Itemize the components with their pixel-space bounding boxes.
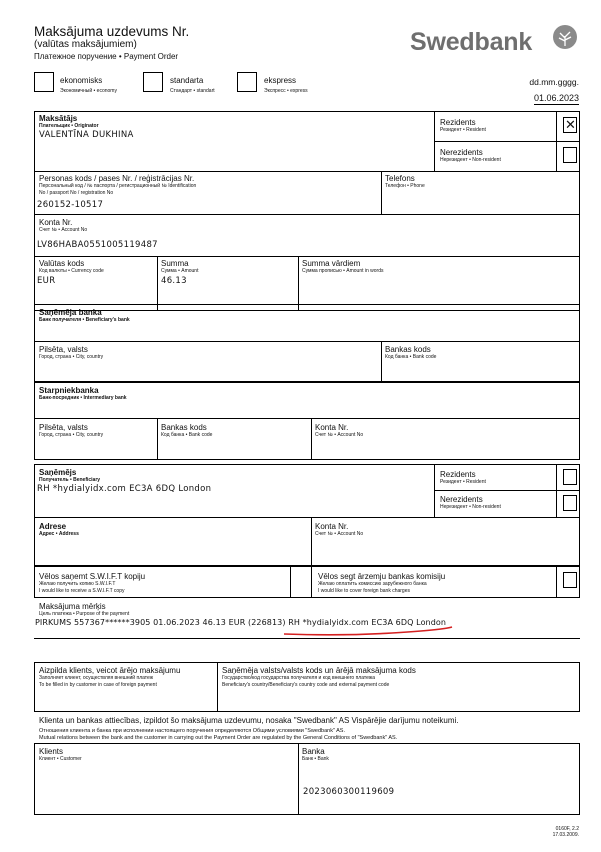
divider <box>556 566 557 598</box>
date-format: dd.mm.gggg. <box>529 77 579 87</box>
account-value: LV86HABA0551005119487 <box>37 240 158 250</box>
intermediary-city-label: Pilsēta, valsts Город, страна • City, country <box>39 423 104 438</box>
divider <box>434 141 580 142</box>
foreign-charges-checkbox[interactable] <box>563 572 577 588</box>
client-label: Klients Клиент • Customer <box>39 747 82 762</box>
bank-reference-value: 2023060300119609 <box>303 787 395 797</box>
phone-label: Telefons Телефон • Phone <box>385 174 425 189</box>
terms-lv: Klienta un bankas attiecības, izpildot šo maksājuma uzdevumu, nosaka "Swedbank" AS Vispārējie darījumu noteikumi. <box>39 716 459 725</box>
divider <box>34 256 580 257</box>
divider <box>34 214 580 215</box>
date-value: 01.06.2023 <box>533 93 579 103</box>
form-subtitle-translation: Платежное поручение • Payment Order <box>34 52 179 61</box>
form-title <box>34 24 189 63</box>
divider <box>311 418 312 460</box>
swedbank-tree-icon <box>552 24 578 50</box>
recipient-bank-code-label: Bankas kods Код банка • Bank code <box>385 345 437 360</box>
divider <box>217 662 218 712</box>
divider <box>311 566 312 598</box>
beneficiary-resident-checkbox[interactable] <box>563 469 577 485</box>
divider <box>34 638 580 639</box>
divider <box>34 418 580 419</box>
personal-code-value: 260152-10517 <box>37 200 104 210</box>
beneficiary-block <box>34 464 580 566</box>
originator-label: Maksātājs Плательщик • Originator <box>39 114 99 129</box>
intermediary-label: Starpniekbanka Банк-посредник • Intermediary bank <box>39 386 127 401</box>
sum-label: Summa Сумма • Amount <box>161 259 199 274</box>
economy-label: ekonomisks Экономичный • economy <box>60 76 117 94</box>
beneficiary-value: RH *hydialyidx.com EC3A 6DQ London <box>37 484 212 494</box>
beneficiary-country-label: Saņēmēja valsts/valsts kods un ārējā maksājuma kods Государство/код государства получателя и код внешнего платежа Beneficiary's country/Beneficiary's country code and external payment code <box>222 666 416 688</box>
form-version-date: 17.03.2009. <box>552 832 579 838</box>
divider <box>298 743 299 815</box>
terms-en: Mutual relations between the bank and the customer in carrying out the Payment Order are regulated by the General Conditions of "Swedbank" AS. <box>39 735 398 741</box>
divider <box>34 341 580 342</box>
swedbank-logo: Swedbank <box>410 28 533 56</box>
foreign-charges-label: Vēlos segt ārzemju bankas komisiju Желаю оплатить комиссию зарубежного банка I would like to cover foreign bank charges <box>318 572 446 594</box>
divider <box>34 171 580 172</box>
standard-checkbox[interactable] <box>143 72 163 92</box>
recipient-bank-label: Saņēmēja banka Банк получателя • Beneficiary's bank <box>39 308 130 323</box>
economy-checkbox[interactable] <box>34 72 54 92</box>
form-code: 0160F, 2.2 <box>555 826 579 832</box>
divider <box>298 256 299 311</box>
nonresident-label: Nerezidents Нерезидент • Non-resident <box>440 148 501 163</box>
beneficiary-label: Saņēmējs Получатель • Beneficiary <box>39 468 101 483</box>
form-title-main: Maksājuma uzdevums Nr. <box>34 24 190 39</box>
purpose-value: PIRKUMS 557367******3905 01.06.2023 46.13 EUR (226813) RH *hydialyidx.com EC3A 6DQ London <box>35 618 447 627</box>
beneficiary-resident-label: Rezidents Резидент • Resident <box>440 470 486 485</box>
sum-value: 46.13 <box>161 276 187 286</box>
personal-code-label: Personas kods / pases Nr. / reģistrācijas Nr. Персональный код / № паспорта / регистрационный № Identification No / passport No / registration No <box>39 174 197 196</box>
divider <box>157 418 158 460</box>
address-label: Adrese Адрес • Address <box>39 522 79 537</box>
nonresident-checkbox[interactable] <box>563 147 577 163</box>
divider <box>434 490 580 491</box>
express-label: ekspress Экспресс • express <box>264 76 308 94</box>
check-mark-icon: ✕ <box>565 117 576 132</box>
foreign-payment-label: Aizpilda klients, veicot ārējo maksājumu Заполняет клиент, осуществляя внешний платеж To be filled in by customer in case of foreign payment <box>39 666 181 688</box>
purpose-label: Maksājuma mērķis Цель платежа • Purpose of the payment <box>39 602 130 617</box>
divider <box>311 517 312 566</box>
bank-label: Banka Банк • Bank <box>302 747 329 762</box>
beneficiary-nonresident-label: Nerezidents Нерезидент • Non-resident <box>440 495 501 510</box>
account-label: Konta Nr. Счет № • Account No <box>39 218 88 233</box>
divider <box>290 566 291 598</box>
swift-copy-label: Vēlos saņemt S.W.I.F.T kopiju Желаю получить копию S.W.I.F.T I would like to receive a S.W.I.F.T copy <box>39 572 146 594</box>
beneficiary-nonresident-checkbox[interactable] <box>563 495 577 511</box>
divider <box>381 341 382 382</box>
beneficiary-account-label: Konta Nr. Счет № • Account No <box>315 522 364 537</box>
currency-label: Valūtas kods Код валюты • Currency code <box>39 259 104 274</box>
divider <box>157 256 158 311</box>
resident-label: Rezidents Резидент • Resident <box>440 118 486 133</box>
standard-label: standarta Стандарт • standart <box>170 76 215 94</box>
currency-value: EUR <box>37 276 56 286</box>
divider <box>381 171 382 214</box>
originator-name: VALENTĪNA DUKHINA <box>39 130 134 140</box>
intermediary-code-label: Bankas kods Код банка • Bank code <box>161 423 213 438</box>
red-underline-mark <box>282 625 454 637</box>
divider <box>34 517 580 518</box>
sum-words-label: Summa vārdiem Сумма прописью • Amount in words <box>302 259 384 274</box>
intermediary-account-label: Konta Nr. Счет № • Account No <box>315 423 364 438</box>
form-subtitle: (valūtas maksājumiem) <box>34 39 137 50</box>
resident-checkbox[interactable] <box>563 117 577 133</box>
express-checkbox[interactable] <box>237 72 257 92</box>
terms-ru: Отношения клиента и банка при исполнении настоящего поручения определяются Общими условиями "Swedbank" AS. <box>39 728 345 734</box>
form-footer <box>553 826 579 838</box>
recipient-city-label: Pilsēta, valsts Город, страна • City, country <box>39 345 104 360</box>
